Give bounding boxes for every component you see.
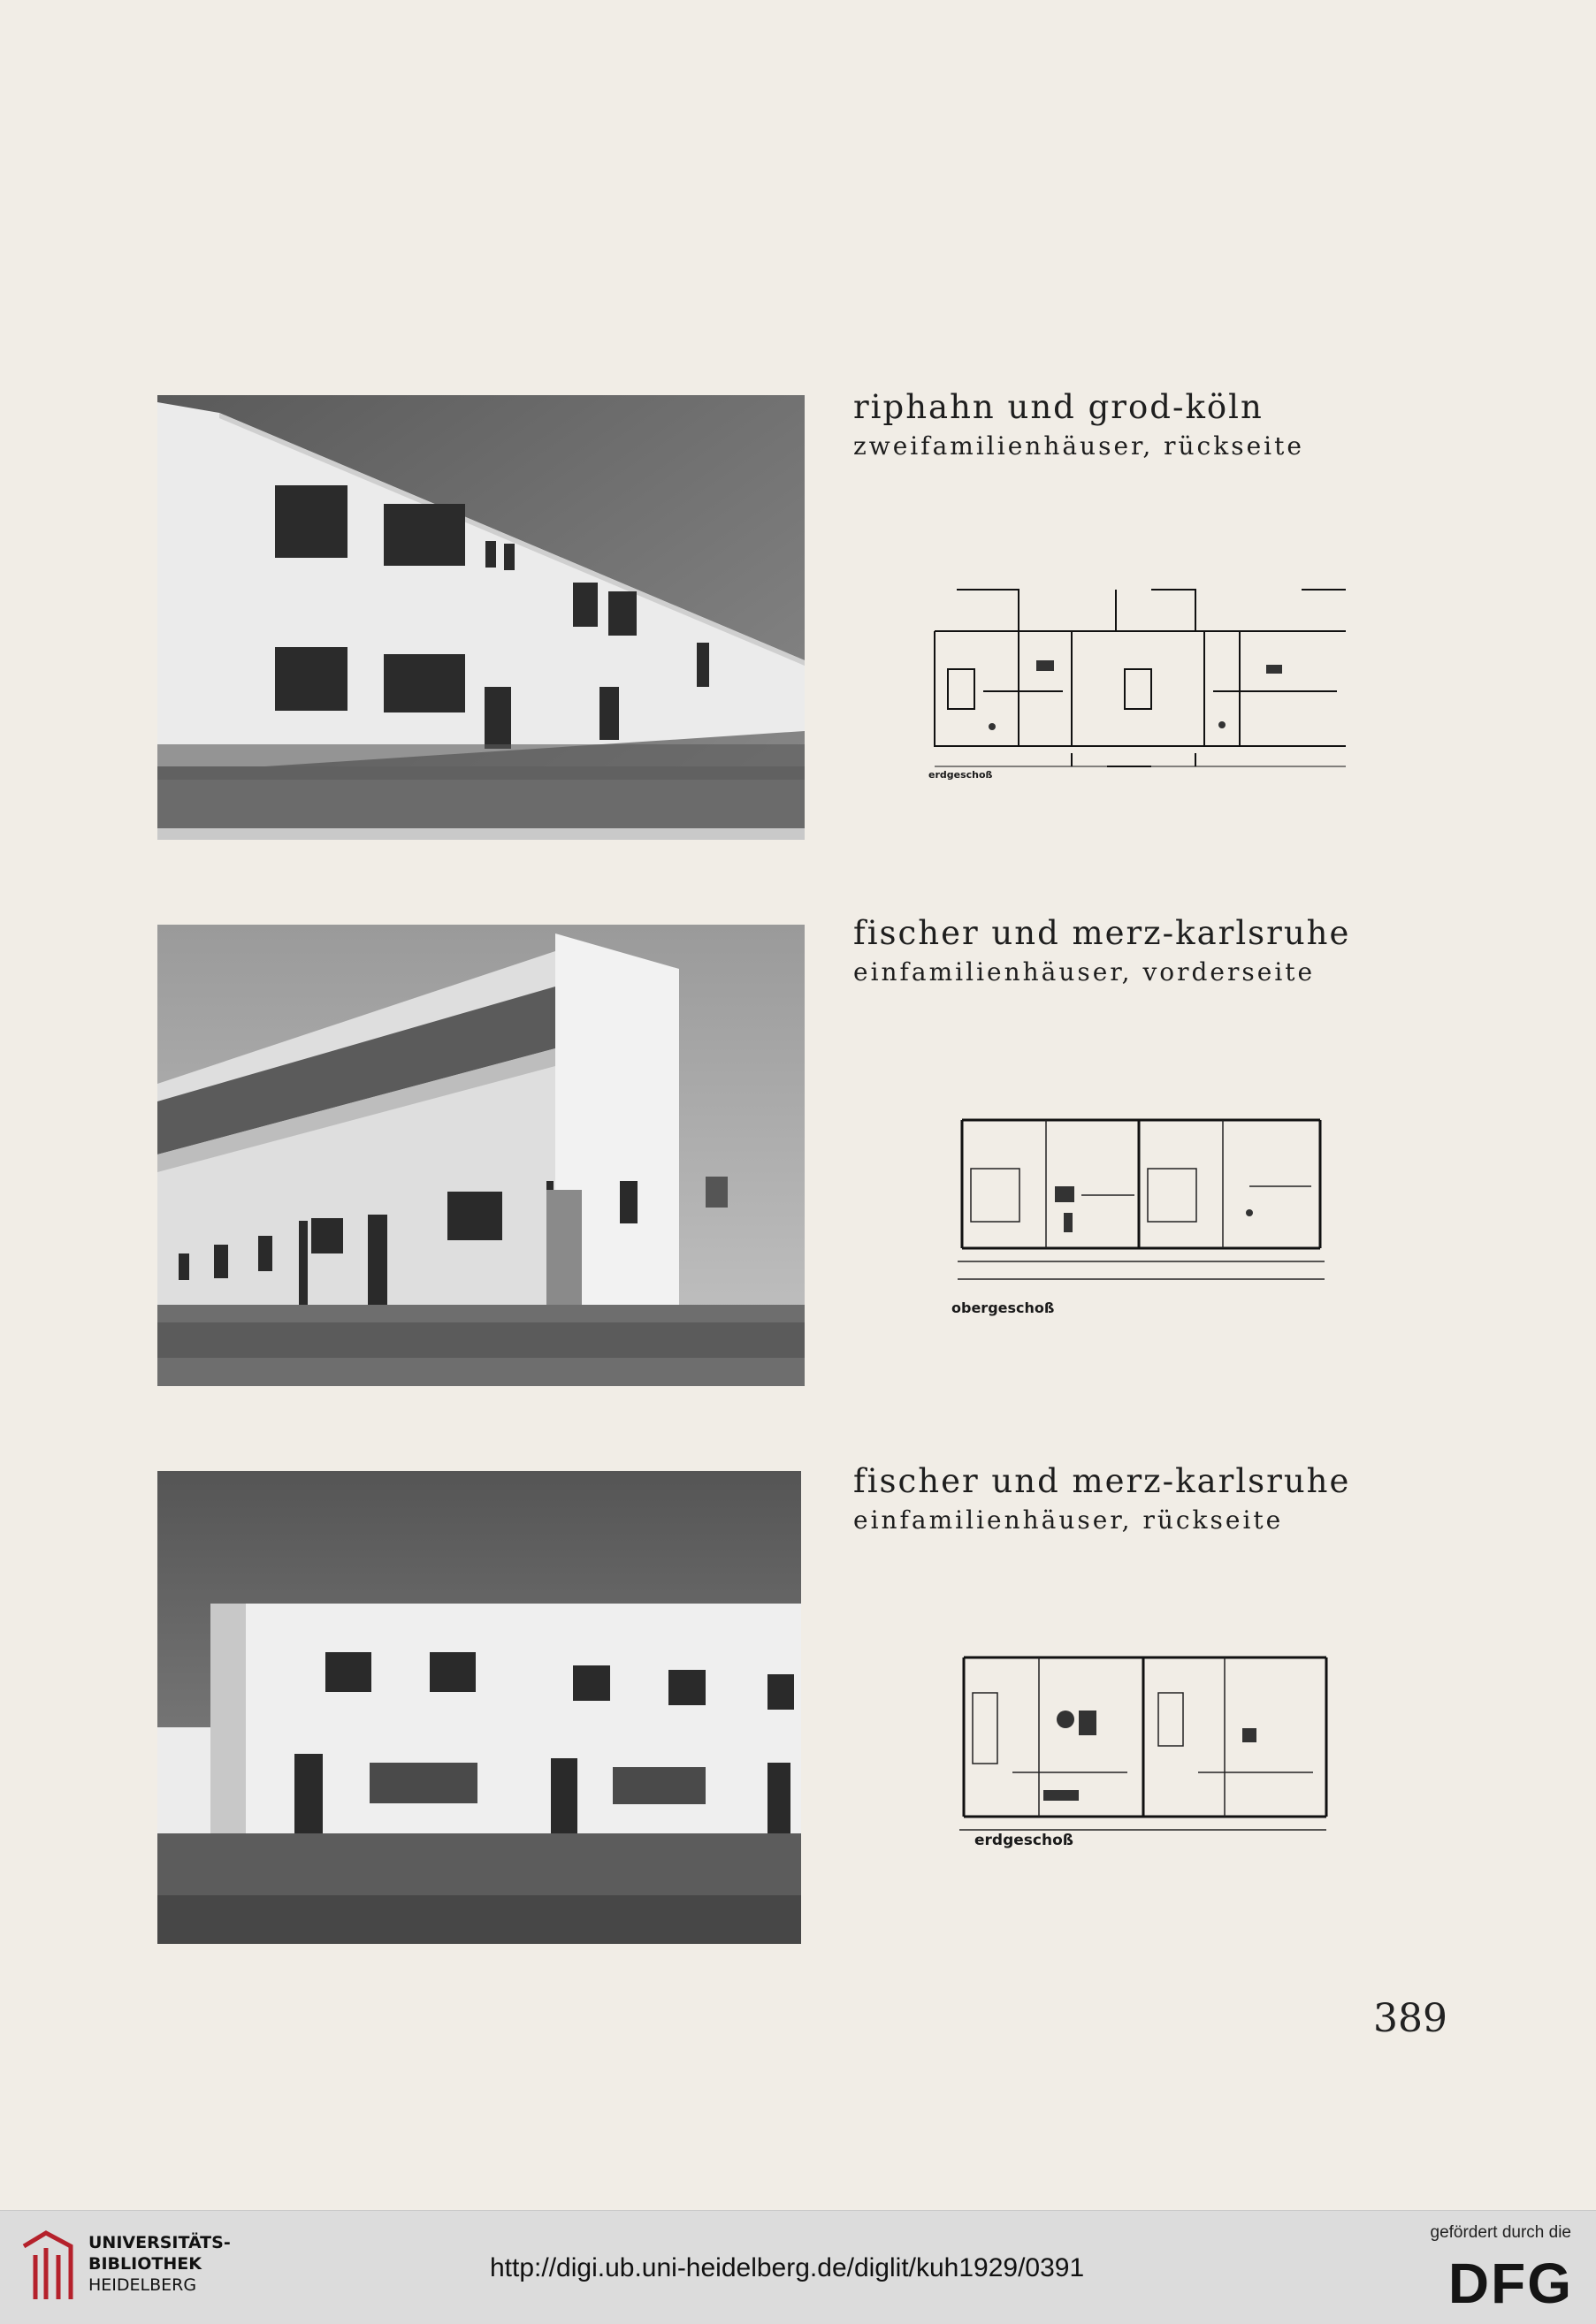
floor-plan-2: [958, 1116, 1325, 1288]
plan-label-1: erdgeschoß: [928, 769, 993, 781]
caption-fischer-merz-rear: [853, 1460, 1350, 1538]
library-line-3: HEIDELBERG: [88, 2275, 197, 2295]
dfg-logo: DFG: [1447, 2252, 1573, 2315]
library-line-2: BIBLIOTHEK: [88, 2254, 202, 2274]
caption-fischer-merz-front: [853, 912, 1350, 990]
library-name: [88, 2232, 231, 2296]
library-line-1: UNIVERSITÄTS-: [88, 2233, 231, 2252]
funded-by-text: gefördert durch die: [1430, 2223, 1571, 2242]
photo-fischer-merz-front: [157, 925, 805, 1386]
floor-plan-1: [930, 585, 1346, 771]
caption-title: fischer und merz-karlsruhe: [853, 914, 1351, 952]
permalink-url[interactable]: http://digi.ub.uni-heidelberg.de/diglit/kuh1929/0391: [490, 2253, 1085, 2282]
floor-plan-3: [959, 1640, 1326, 1843]
caption-title: fischer und merz-karlsruhe: [853, 1462, 1351, 1500]
caption-subtitle: einfamilienhäuser, rückseite: [853, 1505, 1284, 1535]
plan-label-3: erdgeschoß: [974, 1832, 1073, 1849]
caption-subtitle: einfamilienhäuser, vorderseite: [853, 957, 1316, 987]
university-library-logo-icon: [19, 2229, 76, 2303]
caption-subtitle: zweifamilienhäuser, rückseite: [853, 431, 1304, 461]
caption-title: riphahn und grod-köln: [853, 388, 1264, 426]
page-number: 389: [1373, 1996, 1447, 2041]
photo-riphahn-grod-rear: [157, 395, 805, 840]
footer-bar: [0, 2210, 1596, 2324]
plan-label-2: obergeschoß: [951, 1299, 1055, 1316]
photo-fischer-merz-rear: [157, 1471, 801, 1944]
caption-riphahn-grod: [853, 386, 1304, 464]
